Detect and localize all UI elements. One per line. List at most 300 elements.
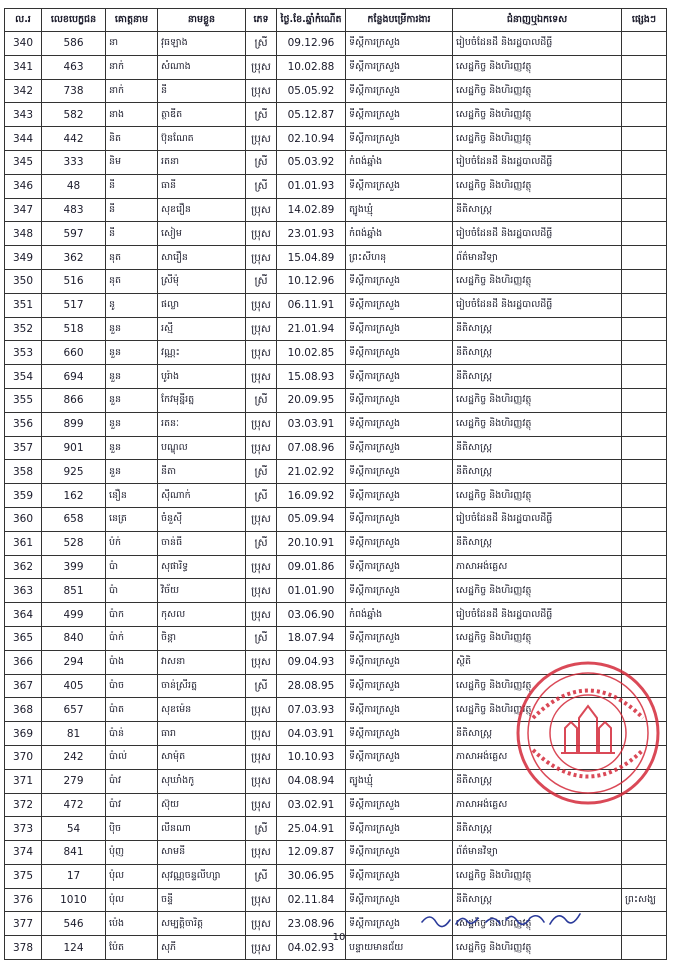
table-row [5, 317, 667, 341]
table-row [5, 246, 667, 270]
remarks-cell [622, 484, 667, 508]
remarks-cell [622, 507, 667, 531]
table-row [5, 269, 667, 293]
family-name-cell: នួន [106, 460, 158, 484]
row-number-cell: 371 [5, 769, 42, 793]
candidate-number-cell: 738 [42, 79, 106, 103]
specialty-cell: សេដ្ឋកិច្ច និងហិរញ្ញវត្ថុ [453, 864, 622, 888]
header-cell: ជំនាញឬឯកទេស [453, 9, 622, 32]
gender-cell: ប្រុស [246, 507, 277, 531]
row-number-cell: 340 [5, 32, 42, 56]
gender-cell: ស្រី [246, 460, 277, 484]
workplace-cell: ទីស្ដីការក្រសួង [346, 888, 453, 912]
row-number-cell: 342 [5, 79, 42, 103]
birth-date-cell: 06.11.91 [277, 293, 346, 317]
specialty-cell: នីតិសាស្ត្រ [453, 531, 622, 555]
candidate-number-cell: 279 [42, 769, 106, 793]
specialty-cell: នីតិសាស្ត្រ [453, 198, 622, 222]
remarks-cell [622, 841, 667, 865]
workplace-cell: ទីស្ដីការក្រសួង [346, 507, 453, 531]
candidate-number-cell: 48 [42, 174, 106, 198]
gender-cell: ប្រុស [246, 127, 277, 151]
birth-date-cell: 04.08.94 [277, 769, 346, 793]
candidate-number-cell: 124 [42, 936, 106, 960]
row-number-cell: 372 [5, 793, 42, 817]
candidate-number-cell: 660 [42, 341, 106, 365]
row-number-cell: 360 [5, 507, 42, 531]
given-name-cell: ចាន់ធី [158, 531, 246, 555]
workplace-cell: ទីស្ដីការក្រសួង [346, 531, 453, 555]
header-cell: នាមខ្លួន [158, 9, 246, 32]
workplace-cell: ទីស្ដីការក្រសួង [346, 841, 453, 865]
specialty-cell: នីតិសាស្ត្រ [453, 817, 622, 841]
given-name-cell: សារឿន [158, 246, 246, 270]
header-cell: ល.រ [5, 9, 42, 32]
workplace-cell: ទីស្ដីការក្រសួង [346, 103, 453, 127]
gender-cell: ស្រី [246, 531, 277, 555]
candidate-number-cell: 657 [42, 698, 106, 722]
row-number-cell: 347 [5, 198, 42, 222]
given-name-cell: ចន្ទី [158, 888, 246, 912]
specialty-cell: ភាសាអង់គ្លេស [453, 793, 622, 817]
family-name-cell: នី [106, 198, 158, 222]
table-body [5, 32, 667, 960]
remarks-cell [622, 55, 667, 79]
specialty-cell: សេដ្ឋកិច្ច និងហិរញ្ញវត្ថុ [453, 912, 622, 936]
gender-cell: ស្រី [246, 817, 277, 841]
table-row [5, 198, 667, 222]
workplace-cell: ទីស្ដីការក្រសួង [346, 864, 453, 888]
row-number-cell: 369 [5, 722, 42, 746]
candidate-number-cell: 528 [42, 531, 106, 555]
table-row [5, 174, 667, 198]
gender-cell: ប្រុស [246, 769, 277, 793]
official-seal-stamp [513, 658, 663, 808]
table-row [5, 436, 667, 460]
workplace-cell: ទីស្ដីការក្រសួង [346, 174, 453, 198]
row-number-cell: 367 [5, 674, 42, 698]
candidate-number-cell: 516 [42, 269, 106, 293]
row-number-cell: 349 [5, 246, 42, 270]
given-name-cell: ស៊ីណាក់ [158, 484, 246, 508]
gender-cell: ស្រី [246, 174, 277, 198]
family-name-cell: និម [106, 150, 158, 174]
birth-date-cell: 23.01.93 [277, 222, 346, 246]
specialty-cell: ភាសាអង់គ្លេស [453, 555, 622, 579]
specialty-cell: សេដ្ឋកិច្ច និងហិរញ្ញវត្ថុ [453, 269, 622, 293]
row-number-cell: 361 [5, 531, 42, 555]
remarks-cell [622, 79, 667, 103]
remarks-cell [622, 317, 667, 341]
table-row [5, 103, 667, 127]
birth-date-cell: 05.05.92 [277, 79, 346, 103]
family-name-cell: ប៉ាក់ [106, 626, 158, 650]
table-row [5, 341, 667, 365]
given-name-cell: កែវមុន្នីរត្ន [158, 388, 246, 412]
candidate-number-cell: 546 [42, 912, 106, 936]
gender-cell: ប្រុស [246, 841, 277, 865]
row-number-cell: 363 [5, 579, 42, 603]
given-name-cell: សុវណ្ណចន្ទលីហ្សា [158, 864, 246, 888]
family-name-cell: នូ [106, 293, 158, 317]
remarks-cell [622, 246, 667, 270]
remarks-cell [622, 222, 667, 246]
specialty-cell: សេដ្ឋកិច្ច និងហិរញ្ញវត្ថុ [453, 79, 622, 103]
candidate-number-cell: 518 [42, 317, 106, 341]
birth-date-cell: 01.01.90 [277, 579, 346, 603]
candidate-number-cell: 899 [42, 412, 106, 436]
given-name-cell: រតនា [158, 150, 246, 174]
specialty-cell: រៀបចំដែនដី និងរដ្ឋបាលដីធ្លី [453, 507, 622, 531]
family-name-cell: នួន [106, 436, 158, 460]
workplace-cell: បន្ទាយមានជ័យ [346, 936, 453, 960]
remarks-cell [622, 341, 667, 365]
specialty-cell: សេដ្ឋកិច្ច និងហិរញ្ញវត្ថុ [453, 579, 622, 603]
candidate-number-cell: 405 [42, 674, 106, 698]
birth-date-cell: 09.12.96 [277, 32, 346, 56]
given-name-cell: សុខម៉េន [158, 698, 246, 722]
candidate-number-cell: 586 [42, 32, 106, 56]
specialty-cell: សេដ្ឋកិច្ច និងហិរញ្ញវត្ថុ [453, 55, 622, 79]
given-name-cell: ស៊ុយ [158, 793, 246, 817]
gender-cell: ប្រុស [246, 55, 277, 79]
family-name-cell: ប៉ាត [106, 698, 158, 722]
candidate-number-cell: 242 [42, 745, 106, 769]
given-name-cell: សំណាង [158, 55, 246, 79]
workplace-cell: ទីស្ដីការក្រសួង [346, 412, 453, 436]
workplace-cell: កំពង់ឆ្នាំង [346, 150, 453, 174]
header-cell: គោត្តនាម [106, 9, 158, 32]
candidate-number-cell: 442 [42, 127, 106, 151]
row-number-cell: 366 [5, 650, 42, 674]
candidate-number-cell: 162 [42, 484, 106, 508]
birth-date-cell: 15.08.93 [277, 365, 346, 389]
specialty-cell: សេដ្ឋកិច្ច និងហិរញ្ញវត្ថុ [453, 626, 622, 650]
specialty-cell: សេដ្ឋកិច្ច និងហិរញ្ញវត្ថុ [453, 174, 622, 198]
birth-date-cell: 01.01.93 [277, 174, 346, 198]
family-name-cell: ប៉ា [106, 579, 158, 603]
gender-cell: ប្រុស [246, 912, 277, 936]
birth-date-cell: 03.03.91 [277, 412, 346, 436]
gender-cell: ស្រី [246, 626, 277, 650]
candidate-number-cell: 463 [42, 55, 106, 79]
table-row [5, 365, 667, 389]
birth-date-cell: 10.12.96 [277, 269, 346, 293]
given-name-cell: ប៊ុនណែត [158, 127, 246, 151]
given-name-cell: ត្ថាឌីត [158, 103, 246, 127]
family-name-cell: នួន [106, 365, 158, 389]
given-name-cell: សុភី [158, 936, 246, 960]
birth-date-cell: 14.02.89 [277, 198, 346, 222]
birth-date-cell: 05.09.94 [277, 507, 346, 531]
specialty-cell: នីតិសាស្ត្រ [453, 460, 622, 484]
row-number-cell: 377 [5, 912, 42, 936]
candidate-number-cell: 1010 [42, 888, 106, 912]
remarks-cell [622, 412, 667, 436]
candidate-number-cell: 582 [42, 103, 106, 127]
family-name-cell: ប៉ក់ [106, 531, 158, 555]
remarks-cell [622, 174, 667, 198]
specialty-cell: សេដ្ឋកិច្ច និងហិរញ្ញវត្ថុ [453, 127, 622, 151]
family-name-cell: ប៉ែត [106, 936, 158, 960]
row-number-cell: 346 [5, 174, 42, 198]
family-name-cell: នឿន [106, 484, 158, 508]
birth-date-cell: 04.03.91 [277, 722, 346, 746]
birth-date-cell: 21.02.92 [277, 460, 346, 484]
remarks-cell [622, 626, 667, 650]
row-number-cell: 352 [5, 317, 42, 341]
row-number-cell: 378 [5, 936, 42, 960]
workplace-cell: ទីស្ដីការក្រសួង [346, 127, 453, 151]
workplace-cell: ទីស្ដីការក្រសួង [346, 341, 453, 365]
workplace-cell: ទីស្ដីការក្រសួង [346, 269, 453, 293]
row-number-cell: 354 [5, 365, 42, 389]
row-number-cell: 373 [5, 817, 42, 841]
table-row [5, 293, 667, 317]
specialty-cell: នីតិសាស្ត្រ [453, 722, 622, 746]
birth-date-cell: 30.06.95 [277, 864, 346, 888]
workplace-cell: ទីស្ដីការក្រសួង [346, 793, 453, 817]
given-name-cell: សុផារិទ្ធ [158, 555, 246, 579]
candidate-number-cell: 17 [42, 864, 106, 888]
given-name-cell: ចិន្តា [158, 626, 246, 650]
birth-date-cell: 15.04.89 [277, 246, 346, 270]
given-name-cell: វិច័យ [158, 579, 246, 603]
table-row [5, 32, 667, 56]
row-number-cell: 368 [5, 698, 42, 722]
gender-cell: ប្រុស [246, 793, 277, 817]
specialty-cell: ព័ត៌មានវិទ្យា [453, 246, 622, 270]
table-row [5, 579, 667, 603]
gender-cell: ស្រី [246, 103, 277, 127]
birth-date-cell: 07.03.93 [277, 698, 346, 722]
table-row [5, 388, 667, 412]
row-number-cell: 357 [5, 436, 42, 460]
workplace-cell: ទីស្ដីការក្រសួង [346, 626, 453, 650]
family-name-cell: នា [106, 32, 158, 56]
family-name-cell: ប៉ិច [106, 817, 158, 841]
birth-date-cell: 23.08.96 [277, 912, 346, 936]
family-name-cell: ប៉ាច [106, 674, 158, 698]
workplace-cell: ទីស្ដីការក្រសួង [346, 912, 453, 936]
candidate-number-cell: 483 [42, 198, 106, 222]
gender-cell: ស្រី [246, 864, 277, 888]
workplace-cell: ទីស្ដីការក្រសួង [346, 817, 453, 841]
birth-date-cell: 07.08.96 [277, 436, 346, 460]
workplace-cell: ទីស្ដីការក្រសួង [346, 436, 453, 460]
family-name-cell: និត [106, 127, 158, 151]
workplace-cell: ទីស្ដីការក្រសួង [346, 317, 453, 341]
remarks-cell [622, 603, 667, 627]
table-row [5, 555, 667, 579]
row-number-cell: 374 [5, 841, 42, 865]
workplace-cell: ទីស្ដីការក្រសួង [346, 460, 453, 484]
workplace-cell: ទីស្ដីការក្រសួង [346, 365, 453, 389]
birth-date-cell: 10.02.88 [277, 55, 346, 79]
gender-cell: ស្រី [246, 150, 277, 174]
page-number: 10 [332, 932, 346, 943]
specialty-cell: នីតិសាស្ត្រ [453, 769, 622, 793]
gender-cell: ប្រុស [246, 698, 277, 722]
specialty-cell: ស្ថិតិ [453, 650, 622, 674]
family-name-cell: ប៉ាវ [106, 769, 158, 793]
gender-cell: ប្រុស [246, 436, 277, 460]
row-number-cell: 344 [5, 127, 42, 151]
birth-date-cell: 20.10.91 [277, 531, 346, 555]
row-number-cell: 341 [5, 55, 42, 79]
family-name-cell: ប៉ាក [106, 603, 158, 627]
specialty-cell: សេដ្ឋកិច្ច និងហិរញ្ញវត្ថុ [453, 103, 622, 127]
workplace-cell: ទីស្ដីការក្រសួង [346, 698, 453, 722]
given-name-cell: សម្បត្តិចារិត្ត [158, 912, 246, 936]
row-number-cell: 375 [5, 864, 42, 888]
candidate-number-cell: 294 [42, 650, 106, 674]
given-name-cell: ធារា [158, 722, 246, 746]
given-name-cell: សុឃាំងកូ [158, 769, 246, 793]
specialty-cell: រៀបចំដែនដី និងរដ្ឋបាលដីធ្លី [453, 150, 622, 174]
specialty-cell: សេដ្ឋកិច្ច និងហិរញ្ញវត្ថុ [453, 936, 622, 960]
header-cell: កន្លែងបម្រើការងារ [346, 9, 453, 32]
row-number-cell: 362 [5, 555, 42, 579]
gender-cell: ប្រុស [246, 745, 277, 769]
given-name-cell: វុធឡាង [158, 32, 246, 56]
remarks-cell [622, 531, 667, 555]
family-name-cell: ប៉ាន់ [106, 722, 158, 746]
workplace-cell: កំពង់ឆ្នាំង [346, 603, 453, 627]
gender-cell: ស្រី [246, 674, 277, 698]
remarks-cell [622, 388, 667, 412]
table-row [5, 841, 667, 865]
specialty-cell: នីតិសាស្ត្រ [453, 365, 622, 389]
gender-cell: ស្រី [246, 32, 277, 56]
given-name-cell: វណ្ណះ [158, 341, 246, 365]
remarks-cell [622, 127, 667, 151]
given-name-cell: បណ្ឌុល [158, 436, 246, 460]
gender-cell: ប្រុស [246, 888, 277, 912]
family-name-cell: នួន [106, 317, 158, 341]
row-number-cell: 345 [5, 150, 42, 174]
specialty-cell: សេដ្ឋកិច្ច និងហិរញ្ញវត្ថុ [453, 674, 622, 698]
candidate-table [4, 8, 667, 960]
gender-cell: ប្រុស [246, 293, 277, 317]
candidate-number-cell: 362 [42, 246, 106, 270]
birth-date-cell: 10.10.93 [277, 745, 346, 769]
row-number-cell: 359 [5, 484, 42, 508]
candidate-number-cell: 901 [42, 436, 106, 460]
table-row [5, 531, 667, 555]
specialty-cell: នីតិសាស្ត្រ [453, 436, 622, 460]
table-row [5, 222, 667, 246]
table-row [5, 603, 667, 627]
gender-cell: ស្រី [246, 388, 277, 412]
birth-date-cell: 16.09.92 [277, 484, 346, 508]
birth-date-cell: 28.08.95 [277, 674, 346, 698]
specialty-cell: រៀបចំដែនដី និងរដ្ឋបាលដីធ្លី [453, 603, 622, 627]
family-name-cell: នាក់ [106, 55, 158, 79]
workplace-cell: ទីស្ដីការក្រសួង [346, 79, 453, 103]
family-name-cell: ប៉ាល់ [106, 745, 158, 769]
family-name-cell: នេត្រ [106, 507, 158, 531]
gender-cell: ប្រុស [246, 412, 277, 436]
family-name-cell: ប៉ុល [106, 864, 158, 888]
table-row [5, 79, 667, 103]
family-name-cell: នួន [106, 388, 158, 412]
specialty-cell: នីតិសាស្ត្រ [453, 341, 622, 365]
remarks-cell [622, 460, 667, 484]
workplace-cell: ទីស្ដីការក្រសួង [346, 555, 453, 579]
workplace-cell: ព្រះសីហនុ [346, 246, 453, 270]
handwritten-signature [420, 908, 590, 932]
table-row [5, 817, 667, 841]
specialty-cell: នីតិសាស្ត្រ [453, 888, 622, 912]
table-row [5, 55, 667, 79]
workplace-cell: ទីស្ដីការក្រសួង [346, 745, 453, 769]
header-cell: ភេទ [246, 9, 277, 32]
row-number-cell: 356 [5, 412, 42, 436]
table-row [5, 864, 667, 888]
candidate-number-cell: 851 [42, 579, 106, 603]
row-number-cell: 364 [5, 603, 42, 627]
gender-cell: ប្រុស [246, 222, 277, 246]
row-number-cell: 348 [5, 222, 42, 246]
family-name-cell: នុត [106, 269, 158, 293]
family-name-cell: នី [106, 222, 158, 246]
specialty-cell: សេដ្ឋកិច្ច និងហិរញ្ញវត្ថុ [453, 484, 622, 508]
family-name-cell: នាង [106, 103, 158, 127]
family-name-cell: ប៉ា [106, 555, 158, 579]
birth-date-cell: 04.02.93 [277, 936, 346, 960]
given-name-cell: ធានី [158, 174, 246, 198]
header-cell: លេខបេក្ខជន [42, 9, 106, 32]
family-name-cell: នី [106, 174, 158, 198]
candidate-number-cell: 517 [42, 293, 106, 317]
row-number-cell: 350 [5, 269, 42, 293]
family-name-cell: ប៉ាង [106, 650, 158, 674]
given-name-cell: ផល្លា [158, 293, 246, 317]
workplace-cell: ទីស្ដីការក្រសួង [346, 293, 453, 317]
gender-cell: ប្រុស [246, 317, 277, 341]
table-row [5, 150, 667, 174]
remarks-cell [622, 864, 667, 888]
workplace-cell: ត្បូងឃ្មុំ [346, 198, 453, 222]
gender-cell: ស្រី [246, 484, 277, 508]
birth-date-cell: 09.04.93 [277, 650, 346, 674]
birth-date-cell: 18.07.94 [277, 626, 346, 650]
family-name-cell: នាក់ [106, 79, 158, 103]
family-name-cell: ប៉ុល [106, 888, 158, 912]
table-row [5, 460, 667, 484]
remarks-cell [622, 269, 667, 293]
remarks-cell [622, 365, 667, 389]
workplace-cell: ទីស្ដីការក្រសួង [346, 388, 453, 412]
birth-date-cell: 09.01.86 [277, 555, 346, 579]
birth-date-cell: 20.09.95 [277, 388, 346, 412]
given-name-cell: រតនៈ [158, 412, 246, 436]
birth-date-cell: 02.10.94 [277, 127, 346, 151]
remarks-cell [622, 436, 667, 460]
table-row [5, 507, 667, 531]
given-name-cell: ស្រីម៉ុ [158, 269, 246, 293]
family-name-cell: ប៉ាវ [106, 793, 158, 817]
candidate-number-cell: 694 [42, 365, 106, 389]
remarks-cell [622, 555, 667, 579]
table-row [5, 127, 667, 151]
specialty-cell: រៀបចំដែនដី និងរដ្ឋបាលដីធ្លី [453, 293, 622, 317]
gender-cell: ប្រុស [246, 936, 277, 960]
workplace-cell: ទីស្ដីការក្រសួង [346, 32, 453, 56]
remarks-cell [622, 32, 667, 56]
remarks-cell [622, 150, 667, 174]
